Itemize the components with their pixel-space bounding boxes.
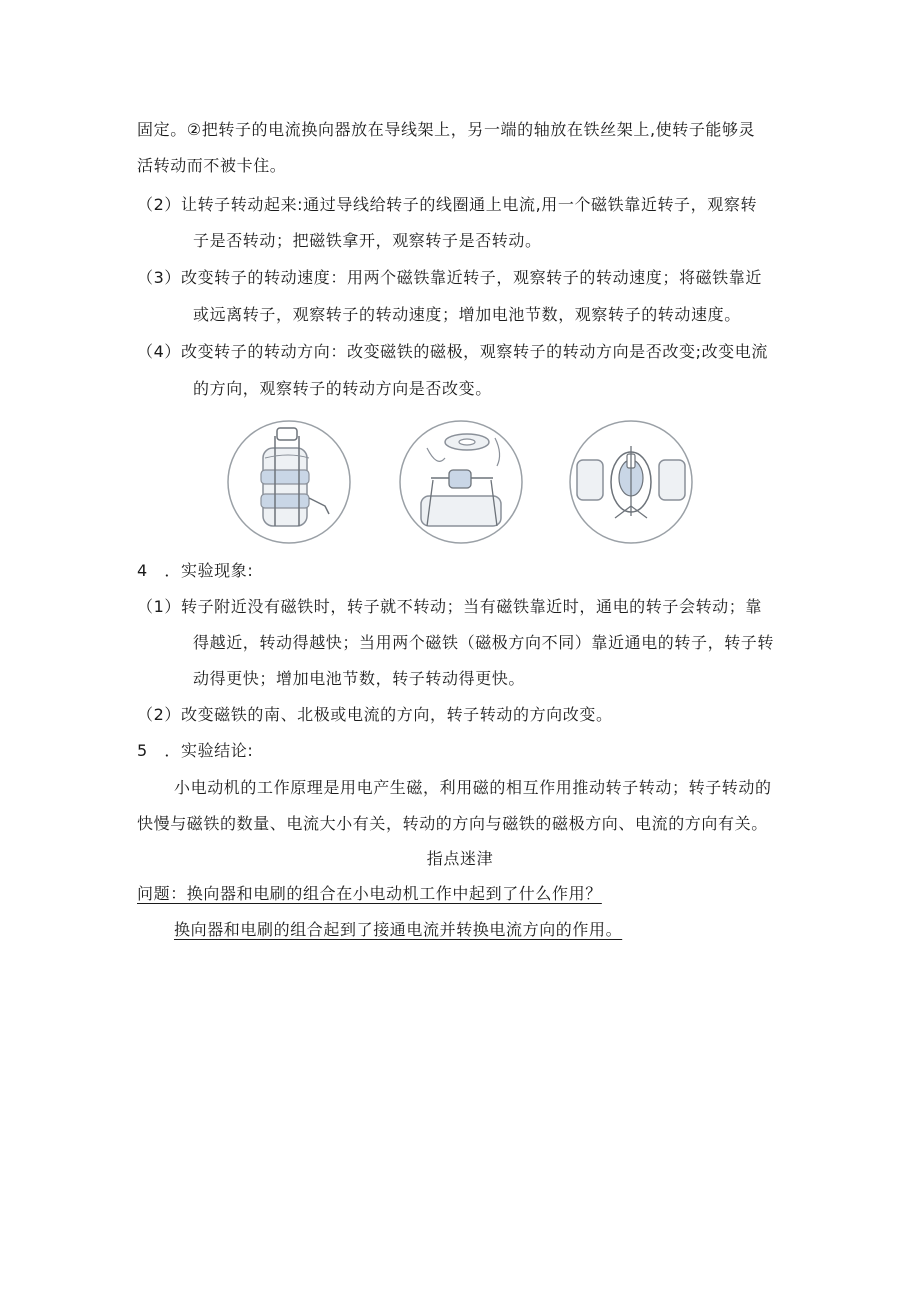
conclusion-line-2: 快慢与磁铁的数量、电流大小有关，转动的方向与磁铁的磁极方向、电流的方向有关。 — [137, 814, 768, 833]
section-4-title: 4 ．实验现象: — [137, 561, 254, 580]
phenomenon-2: （2）改变磁铁的南、北极或电流的方向，转子转动的方向改变。 — [137, 705, 613, 724]
figure-two-magnets — [567, 418, 695, 546]
step-3-line-2: 或远离转子，观察转子的转动速度；增加电池节数，观察转子的转动速度。 — [193, 305, 741, 324]
figure-magnet-approach — [397, 418, 525, 546]
phenomenon-1-line-3: 动得更快；增加电池节数，转子转动得更快。 — [193, 669, 526, 688]
line-rotate-freely: 活转动而不被卡住。 — [137, 156, 287, 175]
step-4-line-1: （4）改变转子的转动方向：改变磁铁的磁极，观察转子的转动方向是否改变;改变电流 — [137, 342, 768, 361]
phenomenon-1-line-1: （1）转子附近没有磁铁时，转子就不转动；当有磁铁靠近时，通电的转子会转动；靠 — [137, 597, 762, 616]
step-4-line-2: 的方向，观察转子的转动方向是否改变。 — [193, 379, 492, 398]
answer-line: 换向器和电刷的组合起到了接通电流并转换电流方向的作用。 — [174, 920, 623, 939]
line-fixing: 固定。②把转子的电流换向器放在导线架上，另一端的轴放在铁丝架上,使转子能够灵 — [137, 120, 756, 139]
conclusion-line-1: 小电动机的工作原理是用电产生磁，利用磁的相互作用推动转子转动；转子转动的 — [174, 778, 772, 797]
figure-rotor-assembly — [225, 418, 353, 546]
section-5-title: 5 ．实验结论: — [137, 741, 254, 760]
phenomenon-1-line-2: 得越近，转动得越快；当用两个磁铁（磁极方向不同）靠近通电的转子，转子转 — [193, 633, 775, 652]
step-2-line-1: （2）让转子转动起来:通过导线给转子的线圈通上电流,用一个磁铁靠近转子，观察转 — [137, 195, 758, 214]
step-2-line-2: 子是否转动；把磁铁拿开，观察转子是否转动。 — [193, 231, 542, 250]
step-3-line-1: （3）改变转子的转动速度：用两个磁铁靠近转子，观察转子的转动速度；将磁铁靠近 — [137, 268, 762, 287]
question-line: 问题：换向器和电刷的组合在小电动机工作中起到了什么作用？ — [137, 884, 602, 903]
tips-heading: 指点迷津 — [426, 849, 494, 868]
experiment-figures — [225, 418, 695, 548]
